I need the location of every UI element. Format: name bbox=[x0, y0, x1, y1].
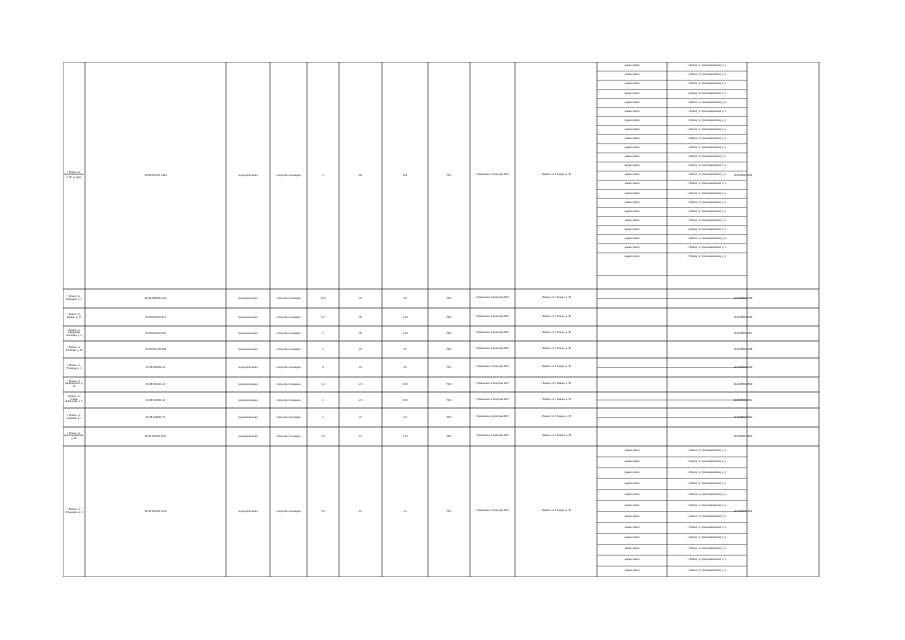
source-type-label: здание офиса bbox=[624, 110, 640, 113]
cell-waste: ТКО bbox=[446, 435, 452, 438]
cell-cadastral: 32:28:031611:1118 bbox=[144, 510, 167, 513]
cell-waste: ТКО bbox=[446, 332, 452, 335]
source-type-label: здание офиса bbox=[624, 74, 640, 77]
source-address: г. Брянск, ул. Красноармейская, д. 1 bbox=[687, 237, 727, 240]
source-address: г. Брянск, ул. Красноармейская, д. 1 bbox=[687, 515, 727, 518]
cell-code: 1123256013496 bbox=[733, 315, 753, 319]
cell-type: муниципальная bbox=[238, 366, 258, 369]
cell-type: муниципальная bbox=[238, 383, 258, 386]
cell-address: г. Брянск, ул. Литейная, д. 36 bbox=[65, 346, 83, 352]
cell-type: муниципальная bbox=[238, 174, 258, 177]
cell-owner: Управление по вопросам ЖКХ bbox=[476, 348, 509, 351]
cell-owner: Управление по вопросам ЖКХ bbox=[476, 297, 509, 300]
source-address: г. Брянск, ул. Красноармейская, д. 1 bbox=[687, 156, 727, 159]
cell-address: г. Брянск, ул. Красноармейская, д. 35, ул. Дуки bbox=[64, 171, 84, 179]
cell-owner: Управление по вопросам ЖКХ bbox=[476, 174, 509, 177]
cell-area: 2,5 bbox=[321, 510, 325, 513]
cell-owner: Управление по вопросам ЖКХ bbox=[476, 383, 509, 386]
cell-contact: г. Брянск, пр-т Ленина, д. 35 bbox=[541, 297, 571, 300]
source-type-label: здание офиса bbox=[624, 65, 640, 68]
cell-purpose: открытая площадка bbox=[276, 297, 301, 300]
cell-code: 1123256013499 bbox=[733, 366, 753, 369]
source-type-label: здание офиса bbox=[624, 128, 640, 131]
source-type-label: здание офиса bbox=[624, 119, 640, 122]
cell-code: 1123256013501 bbox=[733, 398, 753, 402]
cell-volume: 120 bbox=[402, 174, 408, 177]
source-address: г. Брянск, ул. Красноармейская, д. 1 bbox=[687, 537, 727, 540]
cell-contact: г. Брянск, пр-т Ленина, д. 35 bbox=[541, 315, 571, 318]
source-type-label: здание офиса bbox=[624, 461, 640, 464]
cell-code: 1123256013503 bbox=[733, 435, 753, 438]
source-address: г. Брянск, ул. Красноармейская, д. 1 bbox=[687, 92, 727, 95]
cell-capacity: 30 bbox=[359, 332, 362, 335]
cell-capacity: 30 bbox=[359, 315, 362, 319]
cell-code: 1123256013504 bbox=[733, 510, 753, 513]
source-type-label: здание офиса bbox=[624, 237, 640, 240]
cell-volume: 1,10 bbox=[402, 315, 408, 319]
cell-capacity: 23 bbox=[359, 348, 362, 351]
cell-area: 1,2 bbox=[321, 383, 325, 386]
cell-owner: Управление по вопросам ЖКХ bbox=[476, 366, 509, 369]
cell-contact: г. Брянск, пр-т Ленина, д. 35 bbox=[541, 398, 571, 401]
source-address: г. Брянск, ул. Красноармейская, д. 1 bbox=[687, 74, 727, 77]
cell-area: 1 bbox=[322, 332, 324, 335]
cell-address: г. Брянск, ул. Красноармейская, д. 93 bbox=[64, 432, 84, 440]
cell-purpose: открытая площадка bbox=[276, 366, 301, 369]
source-address: г. Брянск, ул. Красноармейская, д. 1 bbox=[687, 101, 727, 104]
cell-volume: 1,10 bbox=[402, 332, 408, 335]
cell-volume: 1,2 bbox=[403, 510, 407, 513]
cell-area: 4 bbox=[322, 348, 324, 351]
source-address: г. Брянск, ул. Красноармейская, д. 1 bbox=[687, 570, 727, 573]
source-address: г. Брянск, ул. Красноармейская, д. 1 bbox=[687, 461, 727, 464]
cell-area: 6,7 bbox=[321, 315, 325, 319]
source-type-label: здание офиса bbox=[624, 247, 640, 250]
cell-waste: ТКО bbox=[446, 174, 452, 177]
source-type-label: здание офиса bbox=[624, 210, 640, 213]
source-type-label: здание офиса bbox=[624, 493, 640, 496]
cell-capacity: 24 bbox=[359, 297, 362, 300]
source-address: г. Брянск, ул. Красноармейская, д. 1 bbox=[687, 65, 727, 68]
source-address: г. Брянск, ул. Красноармейская, д. 1 bbox=[687, 147, 727, 150]
source-type-label: здание офиса bbox=[624, 482, 640, 485]
source-address: г. Брянск, ул. Красноармейская, д. 1 bbox=[687, 471, 727, 474]
cell-contact: г. Брянск, пр-т Ленина, д. 35 bbox=[541, 510, 571, 513]
cell-type: муниципальная bbox=[238, 315, 258, 319]
cell-area: 1 bbox=[322, 398, 324, 402]
cell-capacity: 60 bbox=[359, 174, 362, 177]
cell-volume: 2,54 bbox=[402, 398, 408, 402]
cell-address: г. Брянск, ул. Объездная, д. 3 bbox=[65, 508, 83, 514]
cell-code: 1123256013497 bbox=[733, 332, 753, 335]
source-address: г. Брянск, ул. Красноармейская, д. 1 bbox=[687, 165, 727, 168]
cell-volume: 2,54 bbox=[402, 383, 408, 386]
cell-purpose: открытая площадка bbox=[276, 383, 301, 386]
cell-waste: ТКО bbox=[446, 398, 452, 402]
cell-purpose: открытая площадка bbox=[276, 398, 301, 402]
cell-waste: ТКО bbox=[446, 366, 452, 369]
cell-cadastral: 32:28:031611:1117 bbox=[144, 435, 167, 438]
source-type-label: здание офиса bbox=[624, 83, 640, 86]
cell-contact: г. Брянск, пр-т Ленина, д. 35 bbox=[541, 348, 571, 351]
source-address: г. Брянск, ул. Красноармейская, д. 1 bbox=[687, 256, 727, 259]
cell-type: муниципальная bbox=[238, 416, 258, 419]
cell-cadastral: 32:28:030402:175 bbox=[145, 332, 166, 335]
source-address: г. Брянск, ул. Красноармейская, д. 1 bbox=[687, 548, 727, 551]
source-address: г. Брянск, ул. Красноармейская, д. 1 bbox=[687, 450, 727, 453]
cell-code: 1123256013495 bbox=[733, 297, 753, 300]
cell-address: г. Брянск, ул. Пушкина, д. 1 bbox=[66, 364, 82, 370]
cell-area: 8 bbox=[322, 366, 324, 369]
cell-area: 1 bbox=[322, 174, 324, 177]
cell-owner: Управление по вопросам ЖКХ bbox=[476, 398, 509, 401]
source-type-label: здание офиса bbox=[624, 504, 640, 507]
source-type-label: здание офиса bbox=[624, 165, 640, 168]
cell-purpose: открытая площадка bbox=[276, 174, 301, 177]
cell-type: муниципальная bbox=[238, 348, 258, 351]
source-address: г. Брянск, ул. Красноармейская, д. 1 bbox=[687, 183, 727, 186]
source-address: г. Брянск, ул. Красноармейская, д. 1 bbox=[687, 504, 727, 507]
cell-capacity: 12 bbox=[359, 510, 362, 513]
cell-volume: 16 bbox=[403, 366, 407, 369]
cell-cadastral: 32:28:031611:1490 bbox=[144, 174, 167, 177]
cell-contact: г. Брянск, пр-т Ленина, д. 35 bbox=[541, 416, 571, 419]
cell-code: 1123256013494 bbox=[733, 174, 753, 177]
cell-contact: г. Брянск, пр-т Ленина, д. 35 bbox=[541, 174, 571, 177]
source-address: г. Брянск, ул. Красноармейская, д. 1 bbox=[687, 83, 727, 86]
cell-area: 10,5 bbox=[320, 297, 326, 300]
cell-cadastral: 32:28:031901:12 bbox=[145, 398, 166, 402]
source-type-label: здание офиса bbox=[624, 192, 640, 195]
source-type-label: здание офиса bbox=[624, 92, 640, 95]
cell-contact: г. Брянск, пр-т Ленина, д. 35 bbox=[541, 332, 571, 335]
source-address: г. Брянск, ул. Красноармейская, д. 1 bbox=[687, 174, 727, 177]
cell-address: г. Брянск, ул. Станке Димитрова, д. 5 bbox=[65, 396, 83, 404]
cell-cadastral: 32:28:040512:1112 bbox=[144, 297, 167, 300]
source-type-label: здание офиса bbox=[624, 570, 640, 573]
cell-purpose: открытая площадка bbox=[276, 416, 301, 419]
source-address: г. Брянск, ул. Красноармейская, д. 1 bbox=[687, 482, 727, 485]
cell-cadastral: 32:28:021604:147 bbox=[145, 315, 166, 319]
cell-purpose: открытая площадка bbox=[276, 315, 301, 319]
cell-type: муниципальная bbox=[238, 510, 258, 513]
cell-waste: ТКО bbox=[446, 348, 452, 351]
source-address: г. Брянск, ул. Красноармейская, д. 1 bbox=[687, 201, 727, 204]
source-address: г. Брянск, ул. Красноармейская, д. 1 bbox=[687, 559, 727, 562]
source-address: г. Брянск, ул. Красноармейская, д. 1 bbox=[687, 228, 727, 231]
cell-volume: 1,14 bbox=[402, 435, 408, 438]
source-type-label: здание офиса bbox=[624, 537, 640, 540]
cell-waste: ТКО bbox=[446, 510, 452, 513]
source-type-label: здание офиса bbox=[624, 101, 640, 104]
cell-waste: ТКО bbox=[446, 315, 452, 319]
cell-capacity: 12 bbox=[359, 435, 362, 438]
source-address: г. Брянск, ул. Красноармейская, д. 1 bbox=[687, 219, 727, 222]
cell-area: 2,4 bbox=[321, 435, 325, 438]
source-address: г. Брянск, ул. Красноармейская, д. 1 bbox=[687, 128, 727, 131]
source-type-label: здание офиса bbox=[624, 183, 640, 186]
cell-type: муниципальная bbox=[238, 297, 258, 300]
source-address: г. Брянск, ул. Красноармейская, д. 1 bbox=[687, 110, 727, 113]
cell-purpose: открытая площадка bbox=[276, 332, 301, 335]
cell-volume: 1,6 bbox=[403, 416, 407, 419]
cell-owner: Управление по вопросам ЖКХ bbox=[476, 510, 509, 513]
source-type-label: здание офиса bbox=[624, 147, 640, 150]
cell-capacity: 21 bbox=[359, 416, 362, 419]
cell-owner: Управление по вопросам ЖКХ bbox=[476, 416, 509, 419]
cell-owner: Управление по вопросам ЖКХ bbox=[476, 332, 509, 335]
cell-owner: Управление по вопросам ЖКХ bbox=[476, 315, 509, 318]
document-table bbox=[63, 62, 824, 577]
cell-purpose: открытая площадка bbox=[276, 435, 301, 438]
source-type-label: здание офиса bbox=[624, 174, 640, 177]
cell-contact: г. Брянск, пр-т Ленина, д. 35 bbox=[541, 366, 571, 369]
source-address: г. Брянск, ул. Красноармейская, д. 1 bbox=[687, 526, 727, 529]
source-address: г. Брянск, ул. Красноармейская, д. 1 bbox=[687, 247, 727, 250]
source-type-label: здание офиса bbox=[624, 515, 640, 518]
cell-cadastral: 32:28:030101:10 bbox=[145, 383, 166, 386]
cell-waste: ТКО bbox=[446, 416, 452, 419]
source-type-label: здание офиса bbox=[624, 471, 640, 474]
cell-purpose: открытая площадка bbox=[276, 510, 301, 513]
cell-code: 1123256013500 bbox=[733, 383, 753, 386]
cell-type: муниципальная bbox=[238, 332, 258, 335]
cell-capacity: 21 bbox=[359, 383, 362, 386]
cell-owner: Управление по вопросам ЖКХ bbox=[476, 435, 509, 438]
cell-type: муниципальная bbox=[238, 398, 258, 402]
source-type-label: здание офиса bbox=[624, 156, 640, 159]
cell-contact: г. Брянск, пр-т Ленина, д. 35 bbox=[541, 435, 571, 438]
source-address: г. Брянск, ул. Красноармейская, д. 1 bbox=[687, 119, 727, 122]
source-type-label: здание офиса bbox=[624, 137, 640, 140]
source-address: г. Брянск, ул. Красноармейская, д. 1 bbox=[687, 137, 727, 140]
source-type-label: здание офиса bbox=[624, 526, 640, 529]
cell-waste: ТКО bbox=[446, 297, 452, 300]
source-type-label: здание офиса bbox=[624, 228, 640, 231]
source-address: г. Брянск, ул. Красноармейская, д. 1 bbox=[687, 192, 727, 195]
source-type-label: здание офиса bbox=[624, 201, 640, 204]
cell-capacity: 24 bbox=[359, 366, 362, 369]
cell-address: г. Брянск, ул. Дзержинского, д. 10 bbox=[64, 380, 84, 388]
source-type-label: здание офиса bbox=[624, 548, 640, 551]
cell-code: 1123256013502 bbox=[733, 416, 753, 419]
cell-code: 1123256013498 bbox=[733, 348, 753, 351]
cell-volume: 22 bbox=[403, 348, 407, 351]
cell-address: г. Брянск, ул. Бежицкая, д. 4 bbox=[66, 295, 82, 301]
cell-address: г. Брянск, ул. Фокина, д. 17 bbox=[66, 314, 82, 319]
cell-contact: г. Брянск, пр-т Ленина, д. 35 bbox=[541, 383, 571, 386]
cell-cadastral: 32:28:040201:17 bbox=[145, 416, 166, 419]
cell-waste: ТКО bbox=[446, 383, 452, 386]
cell-cadastral: 32:28:020201:11 bbox=[145, 366, 166, 369]
source-address: г. Брянск, ул. Красноармейская, д. 1 bbox=[687, 493, 727, 496]
source-type-label: здание офиса bbox=[624, 559, 640, 562]
cell-type: муниципальная bbox=[238, 435, 258, 438]
cell-purpose: открытая площадка bbox=[276, 348, 301, 351]
cell-cadastral: 32:28:031706:148 bbox=[145, 348, 166, 351]
cell-address: г. Брянск, ул. Ульянова, д. 7 bbox=[66, 414, 82, 420]
source-type-label: здание офиса bbox=[624, 256, 640, 259]
source-address: г. Брянск, ул. Красноармейская, д. 1 bbox=[687, 210, 727, 213]
cell-address: г. Брянск, ул. Академика Королёва, д. 4 bbox=[66, 329, 82, 337]
source-type-label: здание офиса bbox=[624, 219, 640, 222]
source-type-label: здание офиса bbox=[624, 450, 640, 453]
cell-volume: 4,5 bbox=[403, 297, 407, 300]
cell-capacity: 21 bbox=[359, 398, 362, 402]
cell-area: 1 bbox=[322, 416, 324, 419]
